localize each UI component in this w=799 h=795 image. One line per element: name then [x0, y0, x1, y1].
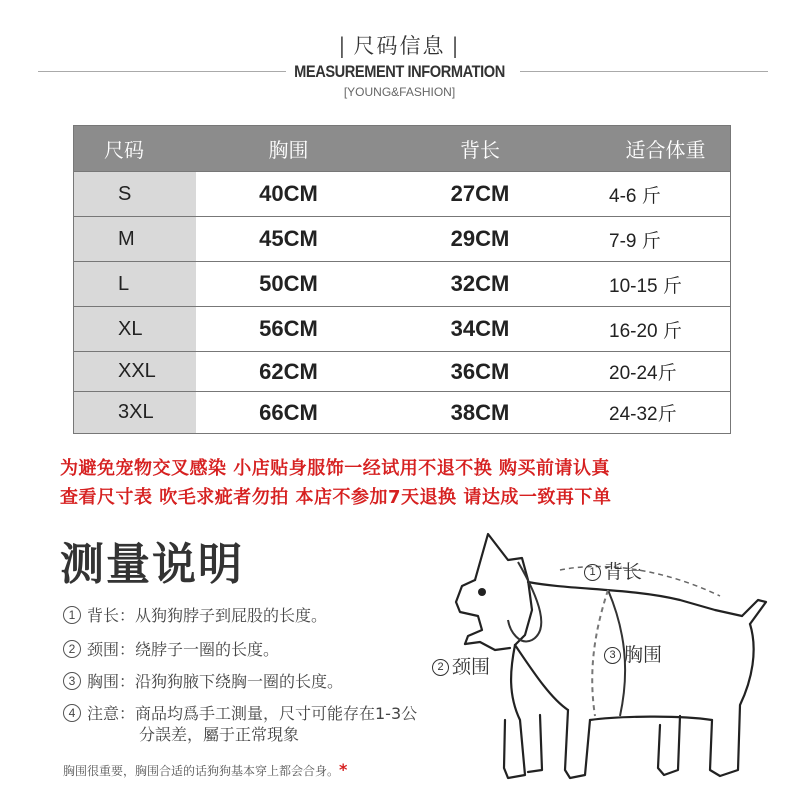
- dog-label-back: [584, 557, 642, 584]
- header-title-en: MEASUREMENT INFORMATION: [294, 62, 505, 81]
- table-row: [74, 216, 730, 261]
- cell-back: 36CM: [450, 358, 510, 384]
- header-chest: 胸围: [268, 138, 309, 162]
- cell-weight: 10-15 斤: [609, 275, 682, 297]
- measure-title: 测量说明: [60, 539, 244, 590]
- measure-item-back: [63, 603, 327, 626]
- footnote: [63, 760, 347, 779]
- cell-back: 27CM: [450, 181, 510, 206]
- table-row: [74, 261, 730, 306]
- number-badge: 4: [63, 704, 81, 722]
- divider: |: [338, 34, 348, 58]
- number-badge: 2: [432, 659, 449, 676]
- cell-size: XXL: [74, 352, 196, 391]
- notice-line-1: 为避免宠物交叉感染 小店贴身服饰一经试用不退不换 购买前请认真: [60, 458, 611, 479]
- cell-back: 29CM: [450, 226, 510, 251]
- number-badge: 3: [63, 672, 81, 690]
- cell-back: 32CM: [450, 271, 510, 296]
- number-badge: 2: [63, 640, 81, 658]
- measure-item-note: [63, 701, 417, 724]
- cell-back: 34CM: [450, 316, 510, 341]
- cell-weight: 20-24斤: [609, 363, 677, 384]
- dog-label-chest: [604, 640, 662, 667]
- header-weight: 适合体重: [625, 138, 706, 162]
- cell-chest: 62CM: [259, 358, 318, 384]
- table-row: [74, 351, 730, 391]
- table-header: [74, 126, 730, 171]
- number-badge: 1: [63, 606, 81, 624]
- cell-weight: 7-9 斤: [609, 230, 661, 252]
- table-row: [74, 391, 730, 433]
- dog-label-neck-text: 颈围: [452, 656, 491, 678]
- header-subtitle: [YOUNG&FASHION]: [343, 85, 456, 99]
- number-badge: 1: [584, 564, 601, 581]
- size-table: [73, 125, 731, 434]
- measure-item-text: 颈围：绕脖子一圈的长度。: [87, 640, 280, 659]
- asterisk: *: [339, 760, 348, 779]
- header-size: 尺码: [104, 138, 144, 162]
- table-row: [74, 306, 730, 351]
- measure-item-text: 背长：从狗狗脖子到屁股的长度。: [87, 606, 328, 625]
- header-back: 背长: [460, 138, 500, 162]
- cell-weight: 24-32斤: [609, 404, 677, 425]
- cell-back: 38CM: [450, 399, 510, 425]
- cell-weight: 16-20 斤: [609, 320, 682, 342]
- cell-size: 3XL: [74, 392, 196, 433]
- cell-chest: 40CM: [259, 181, 318, 206]
- measure-item-note-cont: 分誤差，屬于正常現象: [139, 725, 300, 744]
- cell-chest: 45CM: [259, 226, 318, 251]
- footnote-text: 胸围很重要，胸围合适的话狗狗基本穿上都会合身。: [63, 764, 340, 778]
- cell-chest: 66CM: [259, 399, 318, 425]
- title-cn-text: 尺码信息: [353, 34, 446, 58]
- dog-label-back-text: 背长: [604, 561, 643, 583]
- dog-label-chest-text: 胸围: [624, 644, 663, 666]
- cell-chest: 56CM: [259, 316, 318, 341]
- cell-chest: 50CM: [259, 271, 318, 296]
- number-badge: 3: [604, 647, 621, 664]
- cell-size: S: [74, 172, 196, 216]
- notice-line-2: 查看尺寸表 吹毛求疵者勿拍 本店不参加7天退换 请达成一致再下单: [60, 487, 612, 508]
- measure-item-text: 胸围：沿狗狗腋下绕胸一圈的长度。: [87, 672, 344, 691]
- header-title-cn: [0, 30, 799, 60]
- cell-size: M: [74, 217, 196, 261]
- cell-weight: 4-6 斤: [609, 185, 661, 207]
- measure-item-neck: [63, 637, 279, 660]
- cell-size: XL: [74, 307, 196, 351]
- dog-label-neck: [432, 652, 490, 679]
- cell-size: L: [74, 262, 196, 306]
- divider: |: [451, 34, 461, 58]
- table-row: [74, 171, 730, 216]
- measure-item-text: 注意：商品均爲手工測量，尺寸可能存在1-3公: [87, 704, 418, 723]
- measure-item-chest: [63, 669, 343, 692]
- dog-eye: [478, 588, 486, 596]
